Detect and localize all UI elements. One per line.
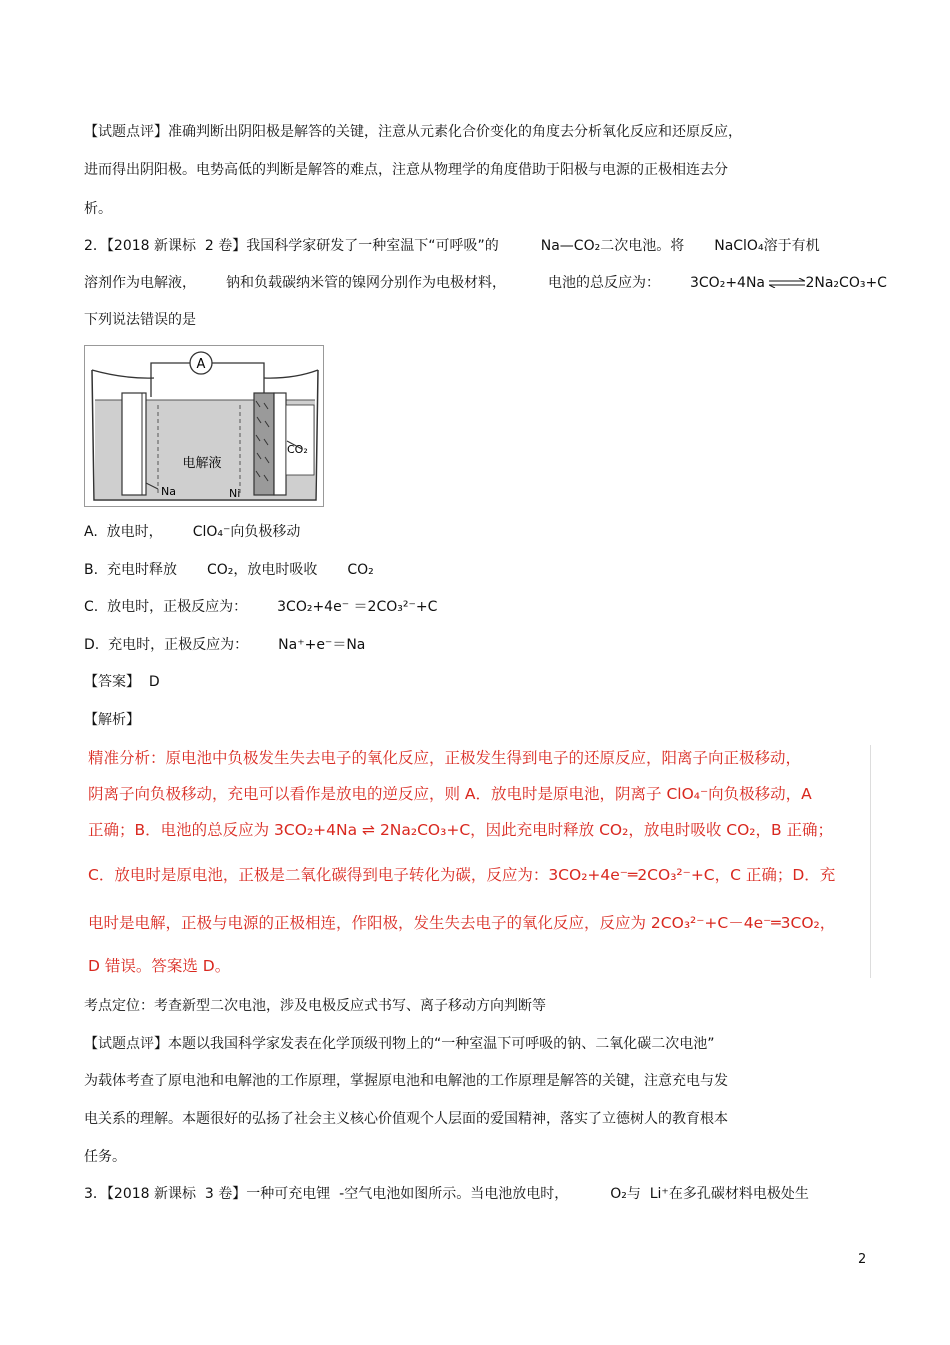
answer: 【答案】 D <box>84 674 160 690</box>
q2-line-2: 溶剂作为电解液， 钠和负载碳纳米管的镍网分别作为电极材料， 电池的总反应为： 3CO₂+4Na 2Na₂CO₃+C <box>84 275 887 291</box>
option-c: C. 放电时，正极反应为： 3CO₂+4e⁻ ＝2CO₃²⁻+C <box>84 599 438 615</box>
analysis-line: 阴离子向负极移动，充电可以看作是放电的逆反应，则 A．放电时是原电池，阴离子 ClO₄⁻向负极移动，A <box>88 785 812 803</box>
co2-label: CO₂ <box>287 443 308 456</box>
battery-diagram <box>84 345 324 507</box>
q3-intro: 3．【2018 新课标 3 卷】一种可充电锂 -空气电池如图所示。当电池放电时， O₂与 Li⁺在多孔碳材料电极处生 <box>84 1186 809 1202</box>
analysis-heading: 【解析】 <box>84 712 140 728</box>
critique-line-2: 进而得出阴阳极。电势高低的判断是解答的难点，注意从物理学的角度借助于阳极与电源的正极相连去分 <box>84 162 728 178</box>
critique-line-1: 【试题点评】准确判断出阴阳极是解答的关键，注意从元素化合价变化的角度去分析氧化反应和还原反应， <box>84 124 742 140</box>
analysis-line: C．放电时是原电池，正极是二氧化碳得到电子转化为碳，反应为：3CO₂+4e⁻═2CO₃²⁻+C，C 正确；D．充 <box>88 866 836 884</box>
kaodian: 考点定位：考查新型二次电池，涉及电极反应式书写、离子移动方向判断等 <box>84 998 546 1014</box>
option-d: D. 充电时，正极反应为： Na⁺+e⁻＝Na <box>84 637 366 653</box>
option-b: B. 充电时释放 CO₂，放电时吸收 CO₂ <box>84 562 374 578</box>
dianping-line-3: 电关系的理解。本题很好的弘扬了社会主义核心价值观个人层面的爱国精神，落实了立德树人的教育根本 <box>84 1111 728 1127</box>
critique-line-3: 析。 <box>84 201 112 217</box>
option-a: A. 放电时， ClO₄⁻向负极移动 <box>84 524 301 540</box>
electrolyte-label: 电解液 <box>182 456 222 471</box>
ammeter-label: A <box>196 357 206 372</box>
ni-label: Ni <box>229 487 241 500</box>
analysis-line: D 错误。答案选 D。 <box>88 957 231 975</box>
analysis-line: 正确；B．电池的总反应为 3CO₂+4Na ⇌ 2Na₂CO₃+C，因此充电时释放 CO₂，放电时吸收 CO₂，B 正确； <box>88 821 834 839</box>
q2-intro: 2．【2018 新课标 2 卷】我国科学家研发了一种室温下“可呼吸”的 Na—CO₂二次电池。将 NaClO₄溶于有机 <box>84 238 820 254</box>
dianping-line-2: 为载体考查了原电池和电解池的工作原理，掌握原电池和电解池的工作原理是解答的关键，注意充电与发 <box>84 1073 728 1089</box>
analysis-line: 精准分析：原电池中负极发生失去电子的氧化反应，正极发生得到电子的还原反应，阳离子向正极移动， <box>88 749 802 767</box>
analysis-block <box>84 745 871 978</box>
na-label: Na <box>161 485 176 498</box>
analysis-line: 电时是电解，正极与电源的正极相连，作阳极，发生失去电子的氧化反应，反应为 2CO₃²⁻+C－4e⁻═3CO₂， <box>88 914 836 932</box>
q2-line-3: 下列说法错误的是 <box>84 312 196 328</box>
page-number: 2 <box>858 1252 867 1267</box>
dianping-line-1: 【试题点评】本题以我国科学家发表在化学顶级刊物上的“一种室温下可呼吸的钠、二氧化碳二次电池” <box>84 1036 715 1052</box>
reversible-arrow-icon <box>769 278 805 288</box>
dianping-line-4: 任务。 <box>84 1149 126 1165</box>
